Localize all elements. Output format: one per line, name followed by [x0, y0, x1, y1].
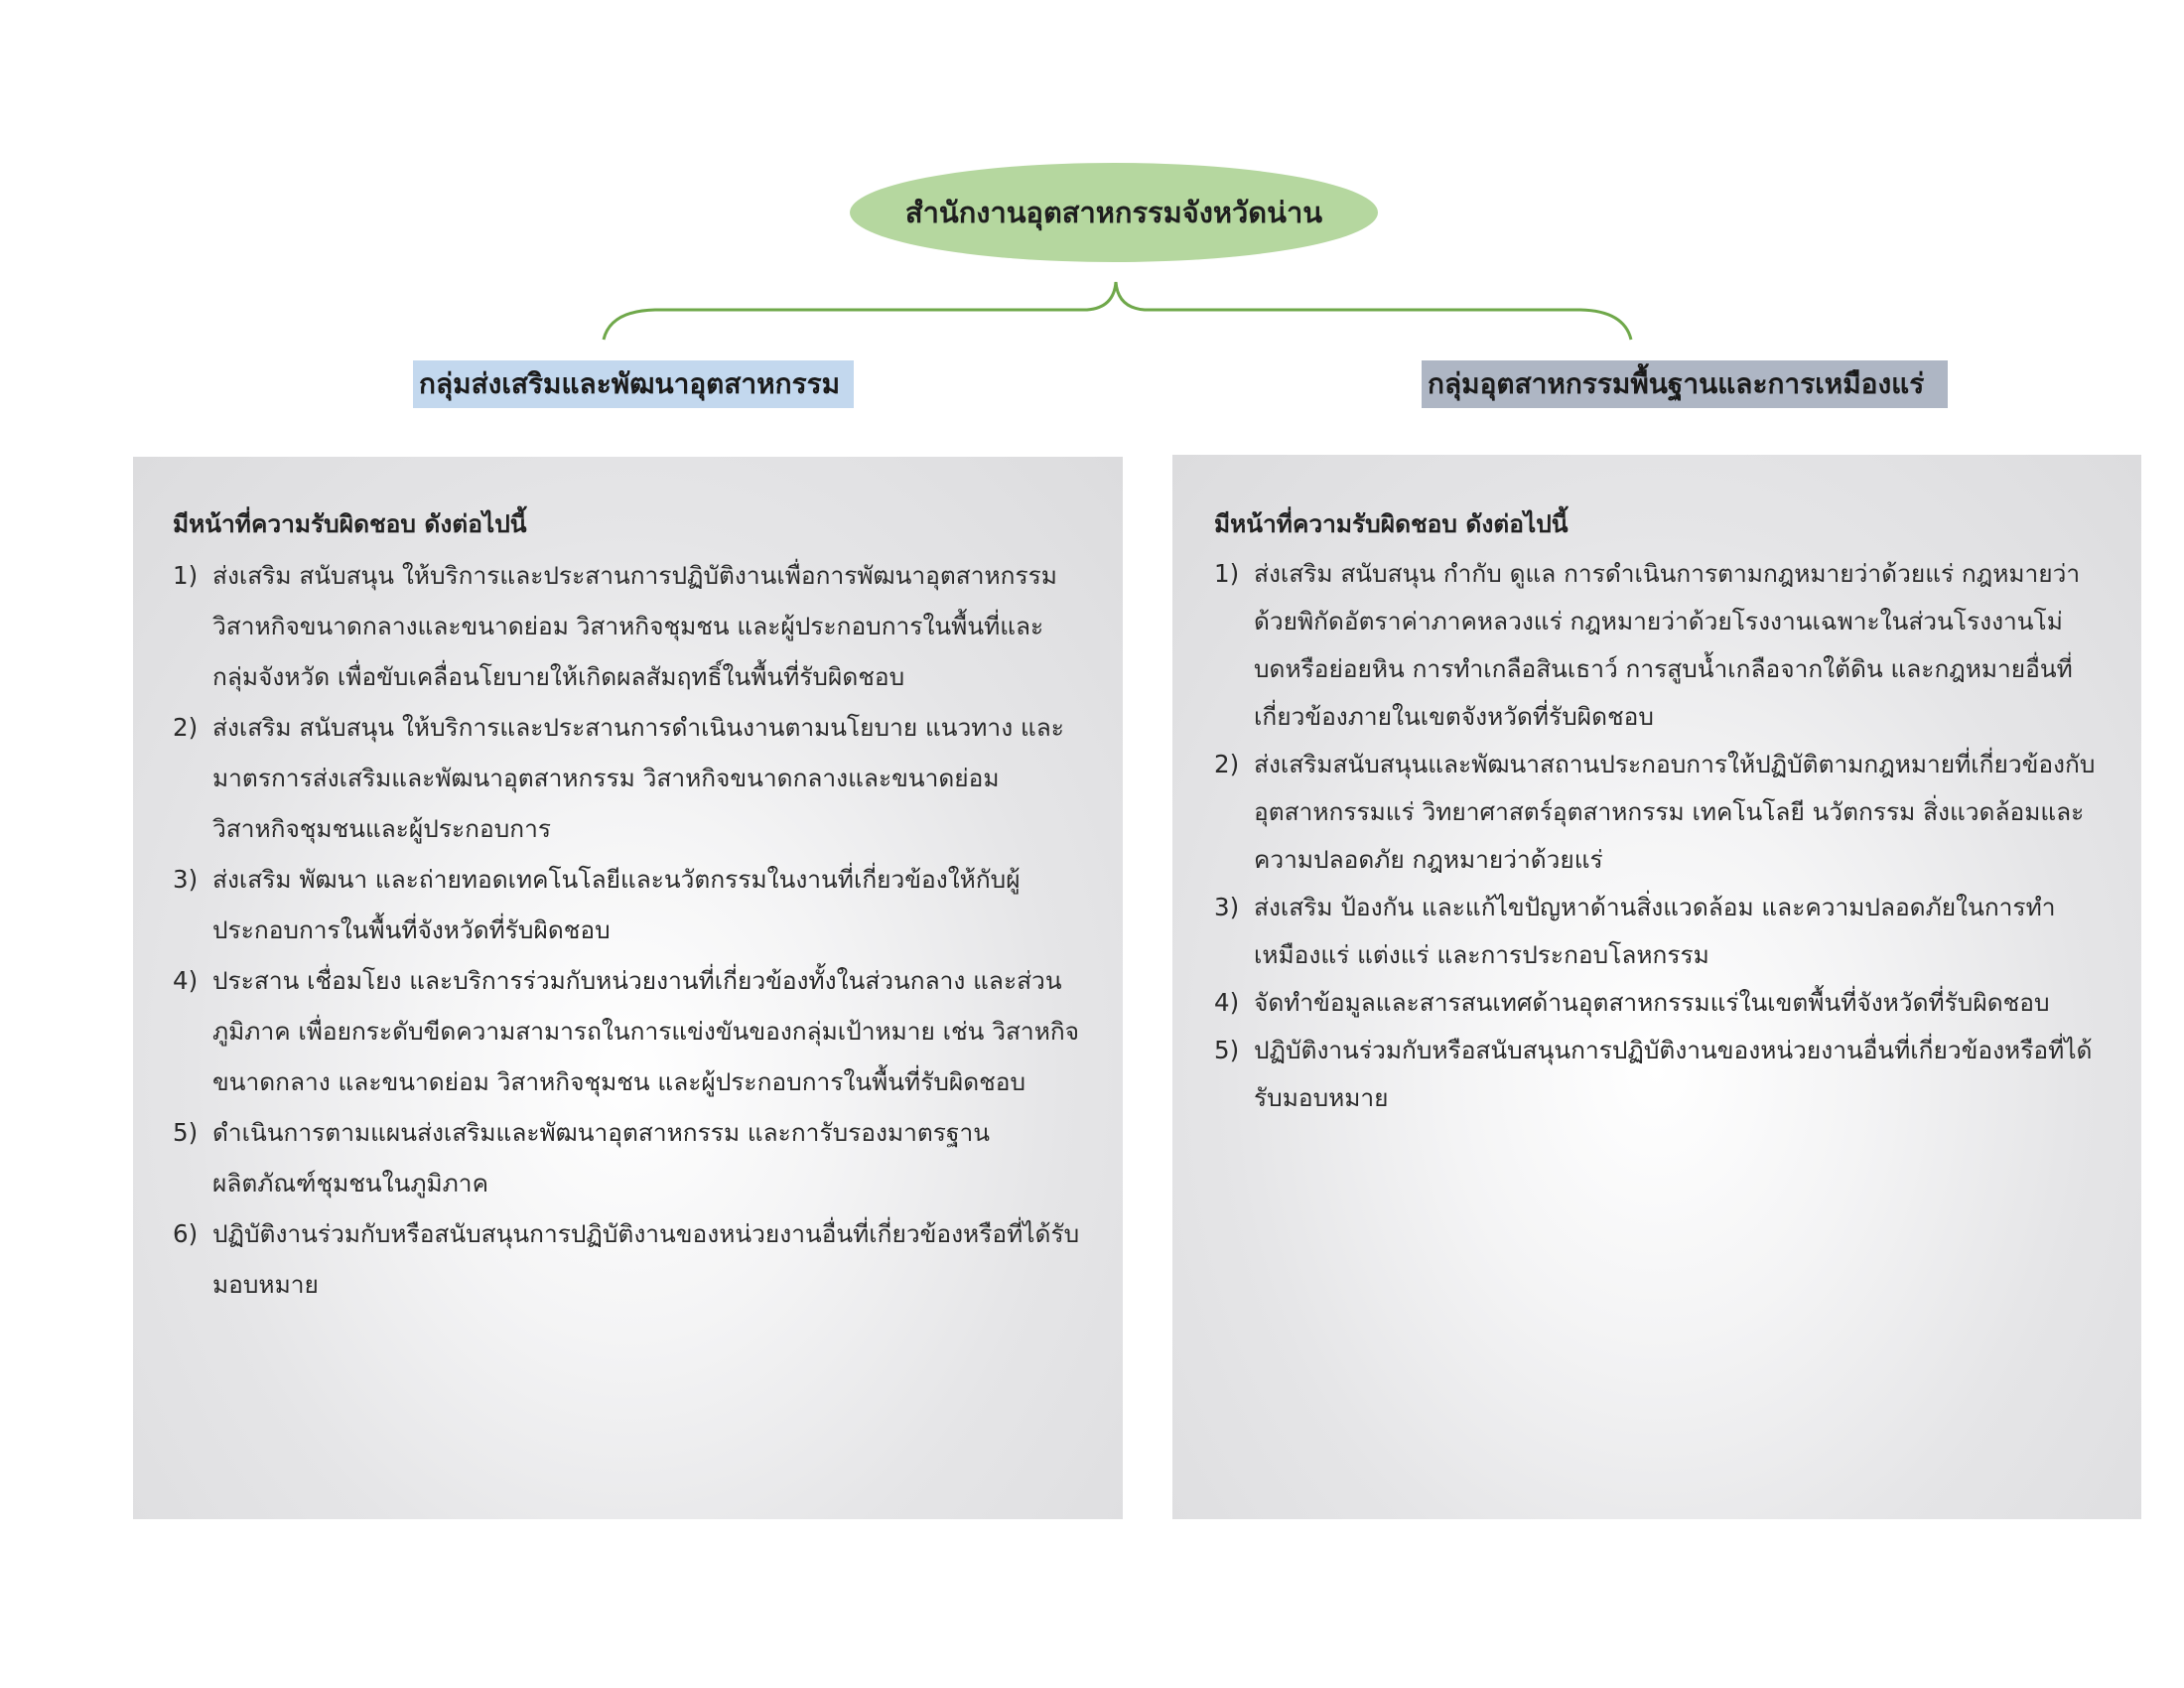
duty-number: 2) [1214, 750, 1240, 778]
duties-list [173, 550, 1083, 1310]
duty-item [173, 1208, 1083, 1310]
group-title-mining: กลุ่มอุตสาหกรรมพื้นฐานและการเหมืองแร่ [1422, 360, 1948, 408]
duty-item [1214, 979, 2102, 1027]
duty-item [173, 1107, 1083, 1208]
duty-text: ส่งเสริม สนับสนุน ให้บริการและประสานการปฏิบัติงานเพื่อการพัฒนาอุตสาหกรรม วิสาหกิจขนาดกลางและขนาดย่อม วิสาหกิจชุมชน และผู้ประกอบการในพื้นที่และกลุ่มจังหวัด เพื่อขับเคลื่อนโยบายให้เกิดผลสัมฤทธิ์ในพื้นที่รับผิดชอบ [212, 561, 1057, 691]
duty-number: 6) [173, 1219, 199, 1248]
duty-item [173, 550, 1083, 702]
root-node-ellipse [850, 163, 1378, 262]
duties-heading: มีหน้าที่ความรับผิดชอบ ดังต่อไปนี้ [173, 509, 527, 538]
duty-text: ส่งเสริม พัฒนา และถ่ายทอดเทคโนโลยีและนวัตกรรมในงานที่เกี่ยวข้องให้กับผู้ประกอบการในพื้นที่จังหวัดที่รับผิดชอบ [212, 865, 1021, 944]
duties-heading: มีหน้าที่ความรับผิดชอบ ดังต่อไปนี้ [1214, 509, 1569, 538]
duty-number: 2) [173, 713, 199, 742]
duties-panel-mining [1172, 455, 2141, 1519]
duty-item [1214, 741, 2102, 884]
duty-item [1214, 884, 2102, 979]
duty-item [173, 955, 1083, 1107]
duty-number: 3) [173, 865, 199, 894]
duty-text: ปฏิบัติงานร่วมกับหรือสนับสนุนการปฏิบัติงานของหน่วยงานอื่นที่เกี่ยวข้องหรือที่ได้รับมอบหมาย [1254, 1036, 2093, 1112]
duties-list [1214, 550, 2102, 1122]
duty-item [1214, 1027, 2102, 1122]
duty-item [173, 854, 1083, 955]
duty-number: 1) [1214, 559, 1240, 588]
duty-number: 5) [1214, 1036, 1240, 1064]
duty-number: 4) [1214, 988, 1240, 1017]
duty-text: ประสาน เชื่อมโยง และบริการร่วมกับหน่วยงานที่เกี่ยวข้องทั้งในส่วนกลาง และส่วนภูมิภาค เพื่อยกระดับขีดความสามารถในการแข่งขันของกลุ่มเป้าหมาย เช่น วิสาหกิจขนาดกลาง และขนาดย่อม วิสาหกิจชุมชน และผู้ประกอบการในพื้นที่รับผิดชอบ [212, 966, 1080, 1096]
duty-text: ดำเนินการตามแผนส่งเสริมและพัฒนาอุตสาหกรรม และการับรองมาตรฐานผลิตภัณฑ์ชุมชนในภูมิภาค [212, 1118, 990, 1197]
group-title-promotion: กลุ่มส่งเสริมและพัฒนาอุตสาหกรรม [413, 360, 854, 408]
duty-number: 3) [1214, 893, 1240, 921]
duty-text: ส่งเสริม ป้องกัน และแก้ไขปัญหาด้านสิ่งแวดล้อม และความปลอดภัยในการทำเหมืองแร่ แต่งแร่ และการประกอบโลหกรรม [1254, 893, 2056, 969]
duty-text: ส่งเสริมสนับสนุนและพัฒนาสถานประกอบการให้ปฏิบัติตามกฎหมายที่เกี่ยวข้องกับอุตสาหกรรมแร่ วิทยาศาสตร์อุตสาหกรรม เทคโนโลยี นวัตกรรม สิ่งแวดล้อมและความปลอดภัย กฎหมายว่าด้วยแร่ [1254, 750, 2096, 874]
duty-text: จัดทำข้อมูลและสารสนเทศด้านอุตสาหกรรมแร่ในเขตพื้นที่จังหวัดที่รับผิดชอบ [1254, 988, 2050, 1017]
duty-number: 5) [173, 1118, 199, 1147]
duties-panel-promotion [133, 457, 1123, 1519]
duty-number: 4) [173, 966, 199, 995]
duty-text: ปฏิบัติงานร่วมกับหรือสนับสนุนการปฏิบัติงานของหน่วยงานอื่นที่เกี่ยวข้องหรือที่ได้รับมอบหมาย [212, 1219, 1080, 1299]
root-node-title: สำนักงานอุตสาหกรรมจังหวัดน่าน [904, 196, 1323, 229]
duty-text: ส่งเสริม สนับสนุน กำกับ ดูแล การดำเนินการตามกฎหมายว่าด้วยแร่ กฎหมายว่าด้วยพิกัดอัตราค่าภาคหลวงแร่ กฎหมายว่าด้วยโรงงานเฉพาะในส่วนโรงงานโม่ บดหรือย่อยหิน การทำเกลือสินเธาว์ การสูบน้ำเกลือจากใต้ดิน และกฎหมายอื่นที่เกี่ยวข้องภายในเขตจังหวัดที่รับผิดชอบ [1254, 559, 2081, 731]
duty-text: ส่งเสริม สนับสนุน ให้บริการและประสานการดำเนินงานตามนโยบาย แนวทาง และมาตรการส่งเสริมและพัฒนาอุตสาหกรรม วิสาหกิจขนาดกลางและขนาดย่อม วิสาหกิจชุมชนและผู้ประกอบการ [212, 713, 1064, 843]
duty-item [1214, 550, 2102, 741]
duty-item [173, 702, 1083, 854]
duty-number: 1) [173, 561, 199, 590]
